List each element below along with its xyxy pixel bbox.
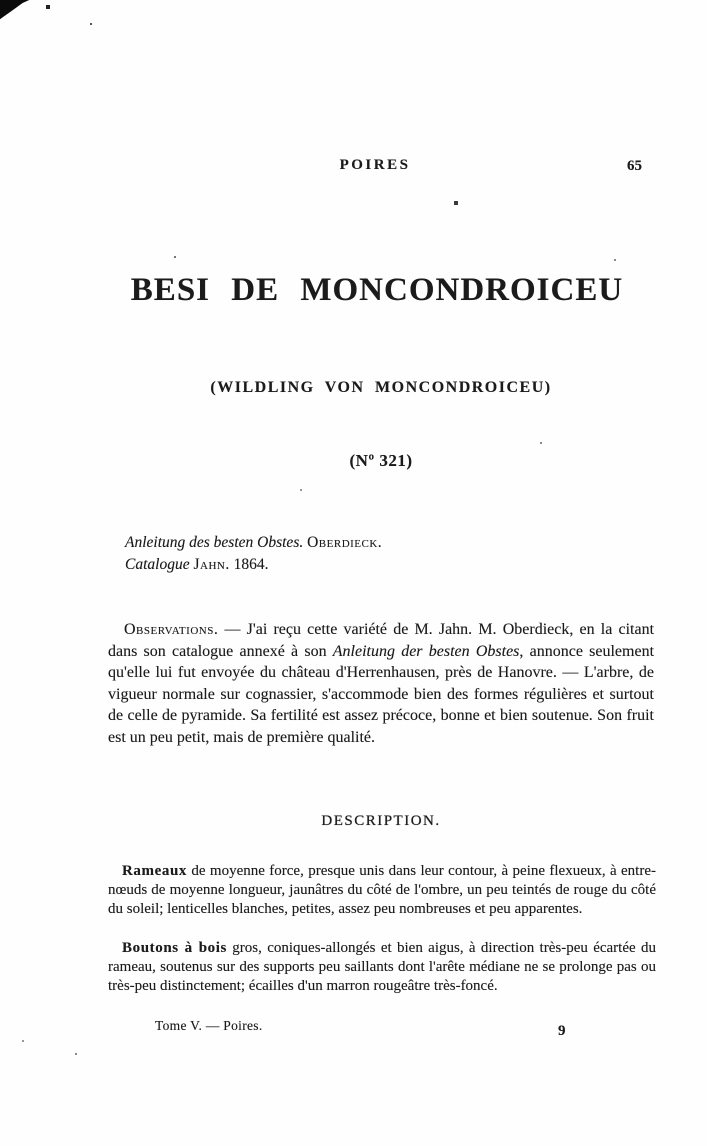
reference-year: 1864. <box>233 556 269 573</box>
paragraph-text: de moyenne force, presque unis dans leur contour, à peine flexueux, à entre-nœuds de moyenne longueur, jaunâtres du côté de l'ombre, un peu teintés de rouge du côté du soleil; lenticelles blanches, petites, assez peu nombreuses et peu apparentes. <box>108 863 656 917</box>
description-paragraph-rameaux <box>108 862 656 919</box>
reference-line <box>125 532 382 554</box>
running-title: POIRES <box>339 157 411 173</box>
scan-noise-specks <box>0 0 2 2</box>
page-number-top: 65 <box>627 158 642 174</box>
observations-label: Observations. <box>124 621 219 638</box>
paragraph-lead-word: Rameaux <box>122 863 188 879</box>
footer-volume-label: Tome V. — Poires. <box>155 1018 263 1033</box>
paragraph-lead-word: Boutons à bois <box>122 940 227 956</box>
observations-cited-work: Anleitung der besten Obstes <box>332 642 520 660</box>
paragraph-text: gros, coniques-allongés et bien aigus, à direction très-peu écartée du rameau, soutenus sur des supports peu saillants dont l'arête médiane ne se prolonge pas ou très-peu distinctement; écailles d'un marron rougeâtre très-foncé. <box>108 940 656 994</box>
reference-line <box>125 554 382 576</box>
reference-author: Jahn. <box>193 556 230 573</box>
reference-work-title: Anleitung des besten Obstes. <box>125 534 304 551</box>
references-block <box>125 532 382 576</box>
observations-text-before: J'ai reçu cette variété de M. Jahn. M. Oberdieck, en la citant dans son catalogue annexé à son <box>108 621 655 660</box>
reference-work-title: Catalogue <box>125 556 190 573</box>
variety-title: BESI DE MONCONDROICEU <box>130 272 624 308</box>
description-heading: DESCRIPTION. <box>321 813 441 829</box>
description-paragraph-boutons <box>108 939 656 996</box>
observations-dash: — <box>218 621 247 638</box>
footer-signature-number: 9 <box>558 1023 566 1039</box>
observations-text-after: , annonce seulement qu'elle lui fut envoyée du château d'Herrenhausen, près de Hanovre. — L'arbre, de vigueur normale sur cognassier, s'accommode bien des formes régulières et surtout de celle de pyramide. Sa fertilité est assez précoce, bonne et bien soutenue. Son fruit est un peu petit, mais de première qualité. <box>108 642 655 746</box>
running-header <box>108 157 642 174</box>
observations-paragraph <box>108 619 654 748</box>
variety-number: (Nº 321) <box>349 451 413 470</box>
reference-author: Oberdieck. <box>307 534 383 551</box>
scan-artifact-blob <box>0 0 59 29</box>
variety-synonym-subtitle: (WILDLING VON MONCONDROICEU) <box>210 379 552 396</box>
